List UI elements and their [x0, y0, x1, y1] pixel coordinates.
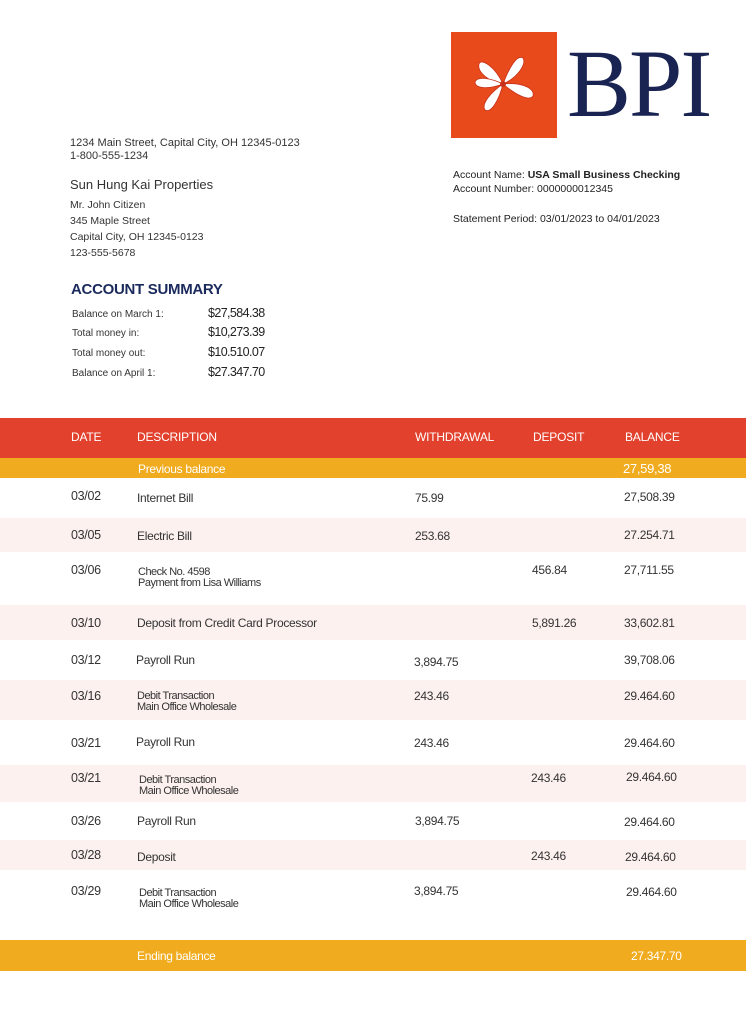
bank-logo-emblem [451, 32, 557, 138]
row-balance: 27,711.55 [624, 563, 674, 577]
row-description: Debit Transaction [137, 690, 215, 702]
statement-period-label: Statement Period: [453, 213, 538, 225]
table-row [0, 605, 746, 640]
row-description: Debit Transaction [139, 887, 217, 899]
row-description-detail: Main Office Wholesale [139, 898, 239, 910]
row-balance: 29.464.60 [626, 885, 677, 899]
bank-logo-text: BPI [567, 30, 711, 137]
table-row [0, 640, 746, 680]
row-withdrawal: 243.46 [414, 689, 449, 703]
row-date: 03/12 [71, 653, 101, 667]
table-row [0, 680, 746, 720]
header-balance: BALANCE [625, 430, 680, 444]
account-name-value: USA Small Business Checking [527, 169, 681, 181]
previous-balance-row [0, 458, 746, 478]
header-date: DATE [71, 430, 102, 444]
row-deposit: 5,891.26 [532, 616, 577, 630]
row-date: 03/28 [71, 848, 101, 862]
ending-balance-label: Ending balance [137, 949, 216, 963]
row-description: Payroll Run [137, 814, 196, 828]
table-row [0, 840, 746, 870]
row-description: Check No. 4598 [138, 566, 210, 578]
row-balance: 27.254.71 [624, 528, 675, 542]
row-balance: 29.464.60 [624, 736, 675, 750]
summary-value: $27,584.38 [208, 306, 265, 320]
row-balance: 27,508.39 [624, 490, 675, 504]
customer-phone: 123-555-5678 [70, 247, 136, 259]
bank-address [70, 137, 300, 163]
header-deposit: DEPOSIT [533, 430, 585, 444]
bank-address-line: 1234 Main Street, Capital City, OH 12345-0123 [70, 137, 300, 149]
flower-icon [451, 32, 557, 138]
row-withdrawal: 3,894.75 [414, 655, 459, 669]
table-row [0, 765, 746, 802]
row-withdrawal: 3,894.75 [414, 884, 459, 898]
summary-row [72, 365, 332, 385]
summary-row [72, 325, 332, 345]
customer-name: Mr. John Citizen [70, 199, 146, 211]
summary-value: $10,273.39 [208, 325, 265, 339]
account-info [453, 168, 680, 196]
row-balance: 39,708.06 [624, 653, 675, 667]
row-withdrawal: 75.99 [415, 491, 444, 505]
summary-label: Balance on April 1: [72, 368, 156, 379]
row-balance: 29.464.60 [624, 815, 675, 829]
row-description-detail: Main Office Wholesale [139, 785, 239, 797]
row-description: Deposit from Credit Card Processor [137, 616, 317, 630]
row-date: 03/26 [71, 814, 101, 828]
table-row [0, 552, 746, 605]
row-date: 03/21 [71, 771, 101, 785]
summary-value: $27.347.70 [208, 365, 265, 379]
header-description: DESCRIPTION [137, 430, 217, 444]
row-deposit: 243.46 [531, 771, 566, 785]
row-deposit: 456.84 [532, 563, 567, 577]
customer-city: Capital City, OH 12345-0123 [70, 231, 204, 243]
row-description: Payroll Run [136, 735, 195, 749]
previous-balance-label: Previous balance [138, 462, 226, 476]
row-withdrawal: 243.46 [414, 736, 449, 750]
summary-row [72, 306, 332, 326]
row-description-detail: Main Office Wholesale [137, 701, 237, 713]
row-withdrawal: 253.68 [415, 529, 450, 543]
row-balance: 33,602.81 [624, 616, 675, 630]
table-row [0, 478, 746, 518]
table-row [0, 518, 746, 552]
row-date: 03/21 [71, 736, 101, 750]
summary-label: Total money out: [72, 348, 146, 359]
transactions-header [0, 418, 746, 458]
row-description: Deposit [137, 850, 176, 864]
row-description-detail: Payment from Lisa Williams [138, 577, 261, 589]
ending-balance-row [0, 940, 746, 971]
row-description: Debit Transaction [139, 774, 217, 786]
bank-phone: 1-800-555-1234 [70, 150, 149, 162]
row-balance: 29.464.60 [624, 689, 675, 703]
row-description: Electric Bill [137, 529, 192, 543]
row-date: 03/02 [71, 489, 101, 503]
customer-street: 345 Maple Street [70, 215, 150, 227]
row-description: Internet Bill [137, 491, 194, 505]
statement-period-value: 03/01/2023 to 04/01/2023 [539, 213, 660, 225]
previous-balance-value: 27,59,38 [623, 461, 672, 476]
row-date: 03/10 [71, 616, 101, 630]
header-withdrawal: WITHDRAWAL [415, 430, 495, 444]
table-row [0, 870, 746, 938]
row-date: 03/06 [71, 563, 101, 577]
account-number-value: 0000000012345 [537, 183, 613, 195]
row-date: 03/05 [71, 528, 101, 542]
customer-company: Sun Hung Kai Properties [70, 177, 214, 192]
statement-period [453, 213, 660, 225]
row-description: Payroll Run [136, 653, 195, 667]
row-date: 03/16 [71, 689, 101, 703]
table-row [0, 720, 746, 765]
row-date: 03/29 [71, 884, 101, 898]
summary-label: Balance on March 1: [72, 309, 164, 320]
table-row [0, 802, 746, 840]
summary-value: $10.510.07 [208, 345, 265, 359]
row-balance: 29.464.60 [626, 770, 677, 784]
row-balance: 29.464.60 [625, 850, 676, 864]
account-number-label: Account Number: [453, 183, 535, 195]
customer-address [70, 197, 203, 261]
account-summary-title: ACCOUNT SUMMARY [71, 281, 223, 298]
summary-label: Total money in: [72, 328, 140, 339]
row-deposit: 243.46 [531, 849, 566, 863]
ending-balance-value: 27.347.70 [631, 949, 682, 963]
summary-row [72, 345, 332, 365]
row-withdrawal: 3,894.75 [415, 814, 460, 828]
account-name-label: Account Name: [453, 169, 525, 181]
